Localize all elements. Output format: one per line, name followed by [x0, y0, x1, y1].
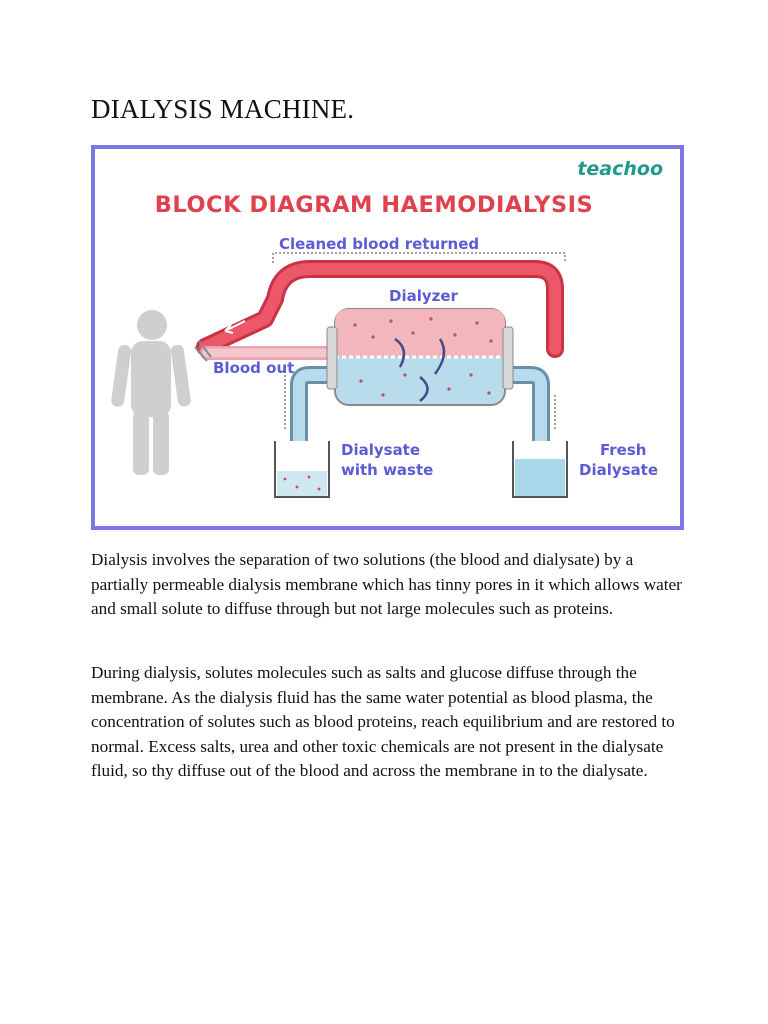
page-title: DIALYSIS MACHINE.	[91, 94, 355, 124]
diagram-heading: BLOCK DIAGRAM HAEMODIALYSIS	[154, 192, 594, 218]
label-fresh-2: Dialysate	[579, 461, 659, 479]
label-blood-out: Blood out	[213, 359, 295, 377]
dialyzer-icon	[327, 309, 513, 405]
waste-container-icon	[275, 441, 329, 497]
fresh-container-icon	[513, 441, 567, 497]
person-silhouette-icon	[110, 310, 191, 475]
paragraph-dialysis-intro: Dialysis involves the separation of two solutions (the blood and dialysate) by a partially permeable dialysis membrane which has tinny pores in it which allows water and small solute to diffuse through but not large molecules such as proteins.	[91, 550, 682, 618]
paragraph-dialysis-process: During dialysis, solutes molecules such as salts and glucose diffuse through the membrane. As the dialysis fluid has the same water potential as blood plasma, the concentration of solutes such as blood proteins, reach equilibrium and are restored to normal. Excess salts, urea and other toxic chemicals are not present in the dialysate fluid, so thy diffuse out of the blood and across the membrane in to the dialysate.	[91, 663, 675, 780]
haemodialysis-diagram	[91, 145, 684, 530]
label-cleaned-blood: Cleaned blood returned	[279, 235, 480, 253]
label-dialysate-waste-2: with waste	[341, 461, 434, 479]
label-dialyzer: Dialyzer	[389, 287, 458, 305]
teachoo-logo: teachoo	[577, 158, 663, 180]
label-fresh-1: Fresh	[600, 441, 647, 459]
label-dialysate-waste-1: Dialysate	[341, 441, 421, 459]
